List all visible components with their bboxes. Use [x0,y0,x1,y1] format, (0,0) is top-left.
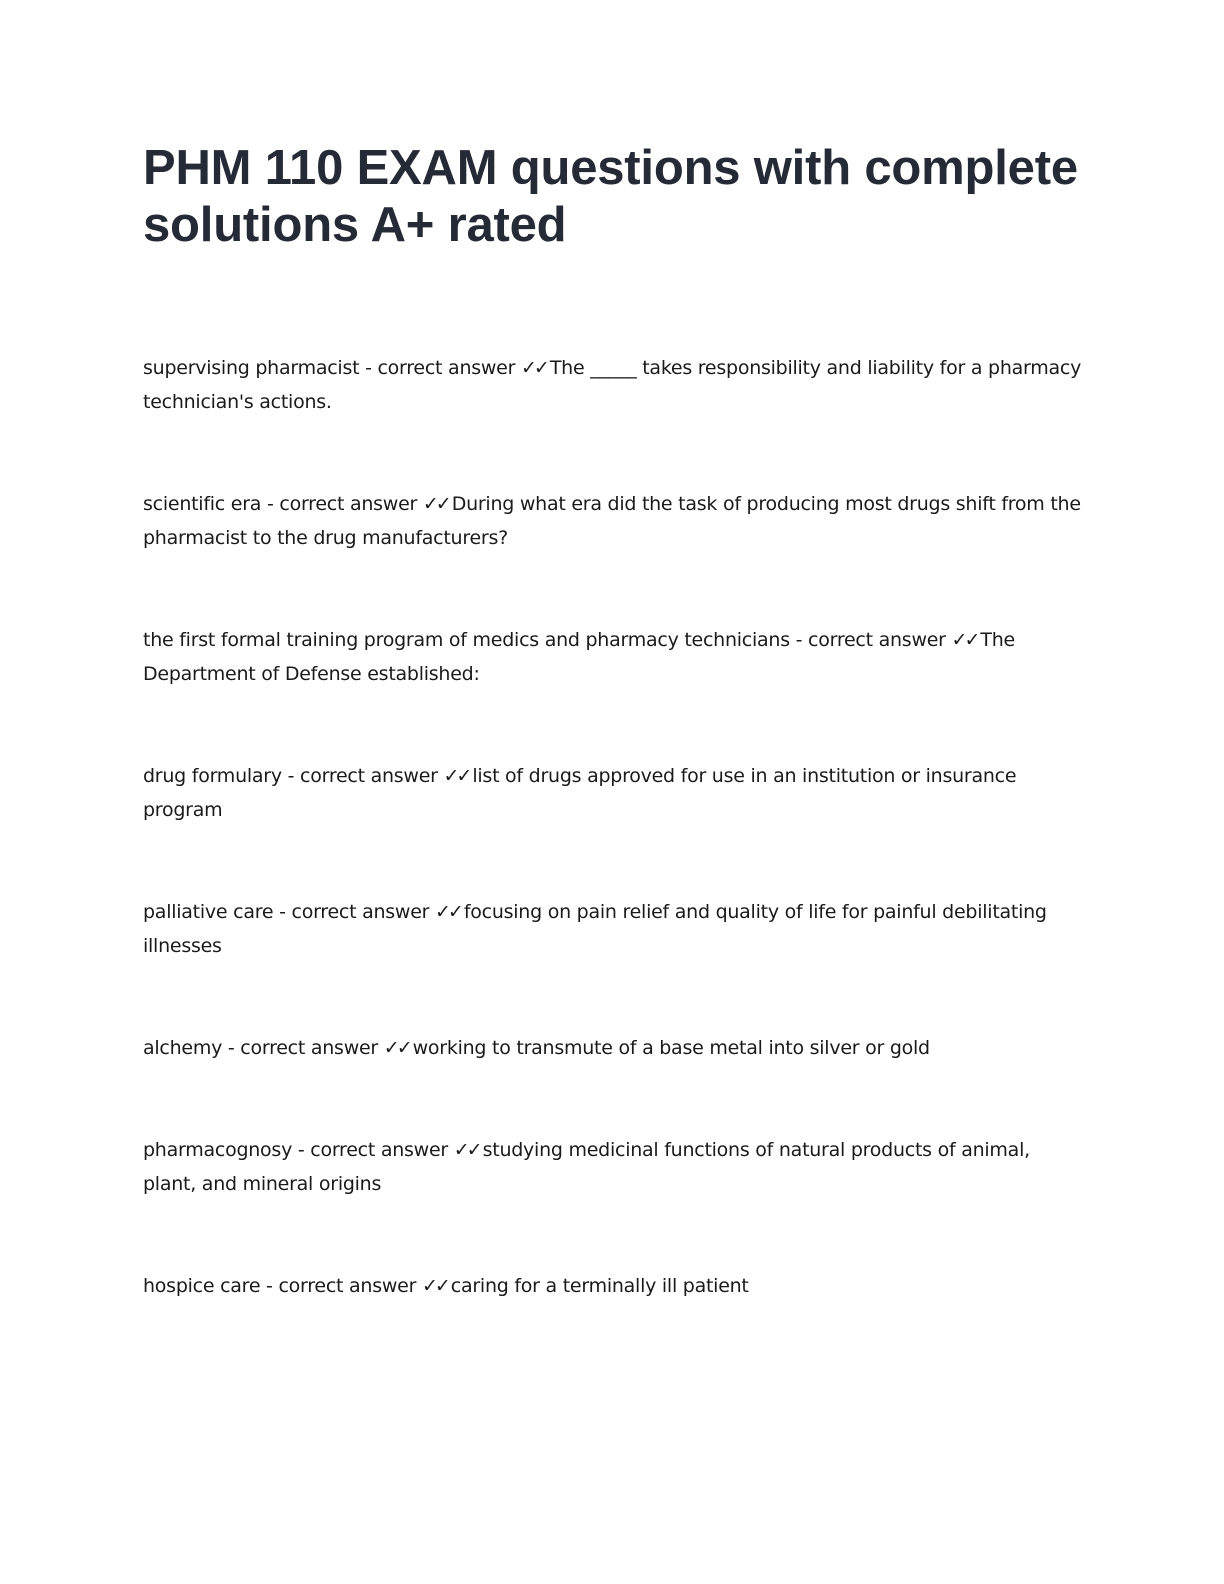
entry-answer: list of drugs approved for use in an institution or insurance program [143,765,1017,821]
entry-term: alchemy [143,1037,223,1059]
entry-separator: - correct answer [261,493,423,515]
entry-answer: focusing on pain relief and quality of life for painful debilitating illnesses [143,901,1047,957]
entry-separator: - correct answer [292,1139,454,1161]
qa-entry [143,351,1083,419]
entry-term: the first formal training program of medics and pharmacy technicians [143,629,790,651]
qa-entry [143,759,1083,827]
entry-answer: working to transmute of a base metal into silver or gold [412,1037,930,1059]
document-title: PHM 110 EXAM questions with complete solutions A+ rated [143,141,1078,252]
check-mark-icon: ✓✓ [383,1037,410,1059]
entry-separator: - correct answer [273,901,435,923]
check-mark-icon: ✓✓ [421,1275,448,1297]
qa-entry [143,487,1083,555]
entry-answer: The _____ takes responsibility and liability for a pharmacy technician's actions. [143,357,1082,413]
check-mark-icon: ✓✓ [422,493,449,515]
entry-term: pharmacognosy [143,1139,293,1161]
entry-term: supervising pharmacist [143,357,360,379]
qa-entry [143,1133,1083,1201]
check-mark-icon: ✓✓ [443,765,470,787]
entry-term: palliative care [143,901,274,923]
entry-answer: caring for a terminally ill patient [450,1275,749,1297]
qa-entry [143,623,1083,691]
entry-separator: - correct answer [222,1037,384,1059]
check-mark-icon: ✓✓ [453,1139,480,1161]
qa-entry [143,1031,1083,1065]
entry-answer: studying medicinal functions of natural products of animal, plant, and mineral origins [143,1139,1030,1195]
entry-term: hospice care [143,1275,261,1297]
entry-answer: The Department of Defense established: [143,629,1015,685]
qa-entry [143,895,1083,963]
entry-separator: - correct answer [789,629,952,651]
entry-answer: During what era did the task of producing most drugs shift from the pharmacist to the drug manufacturers? [143,493,1081,549]
entry-term: scientific era [143,493,262,515]
check-mark-icon: ✓✓ [434,901,461,923]
entry-term: drug formulary [143,765,282,787]
qa-entry [143,1269,1083,1303]
check-mark-icon: ✓✓ [951,629,978,651]
check-mark-icon: ✓✓ [520,357,547,379]
qa-list [143,351,1083,1371]
entry-separator: - correct answer [281,765,444,787]
entry-separator: - correct answer [359,357,521,379]
entry-separator: - correct answer [260,1275,422,1297]
